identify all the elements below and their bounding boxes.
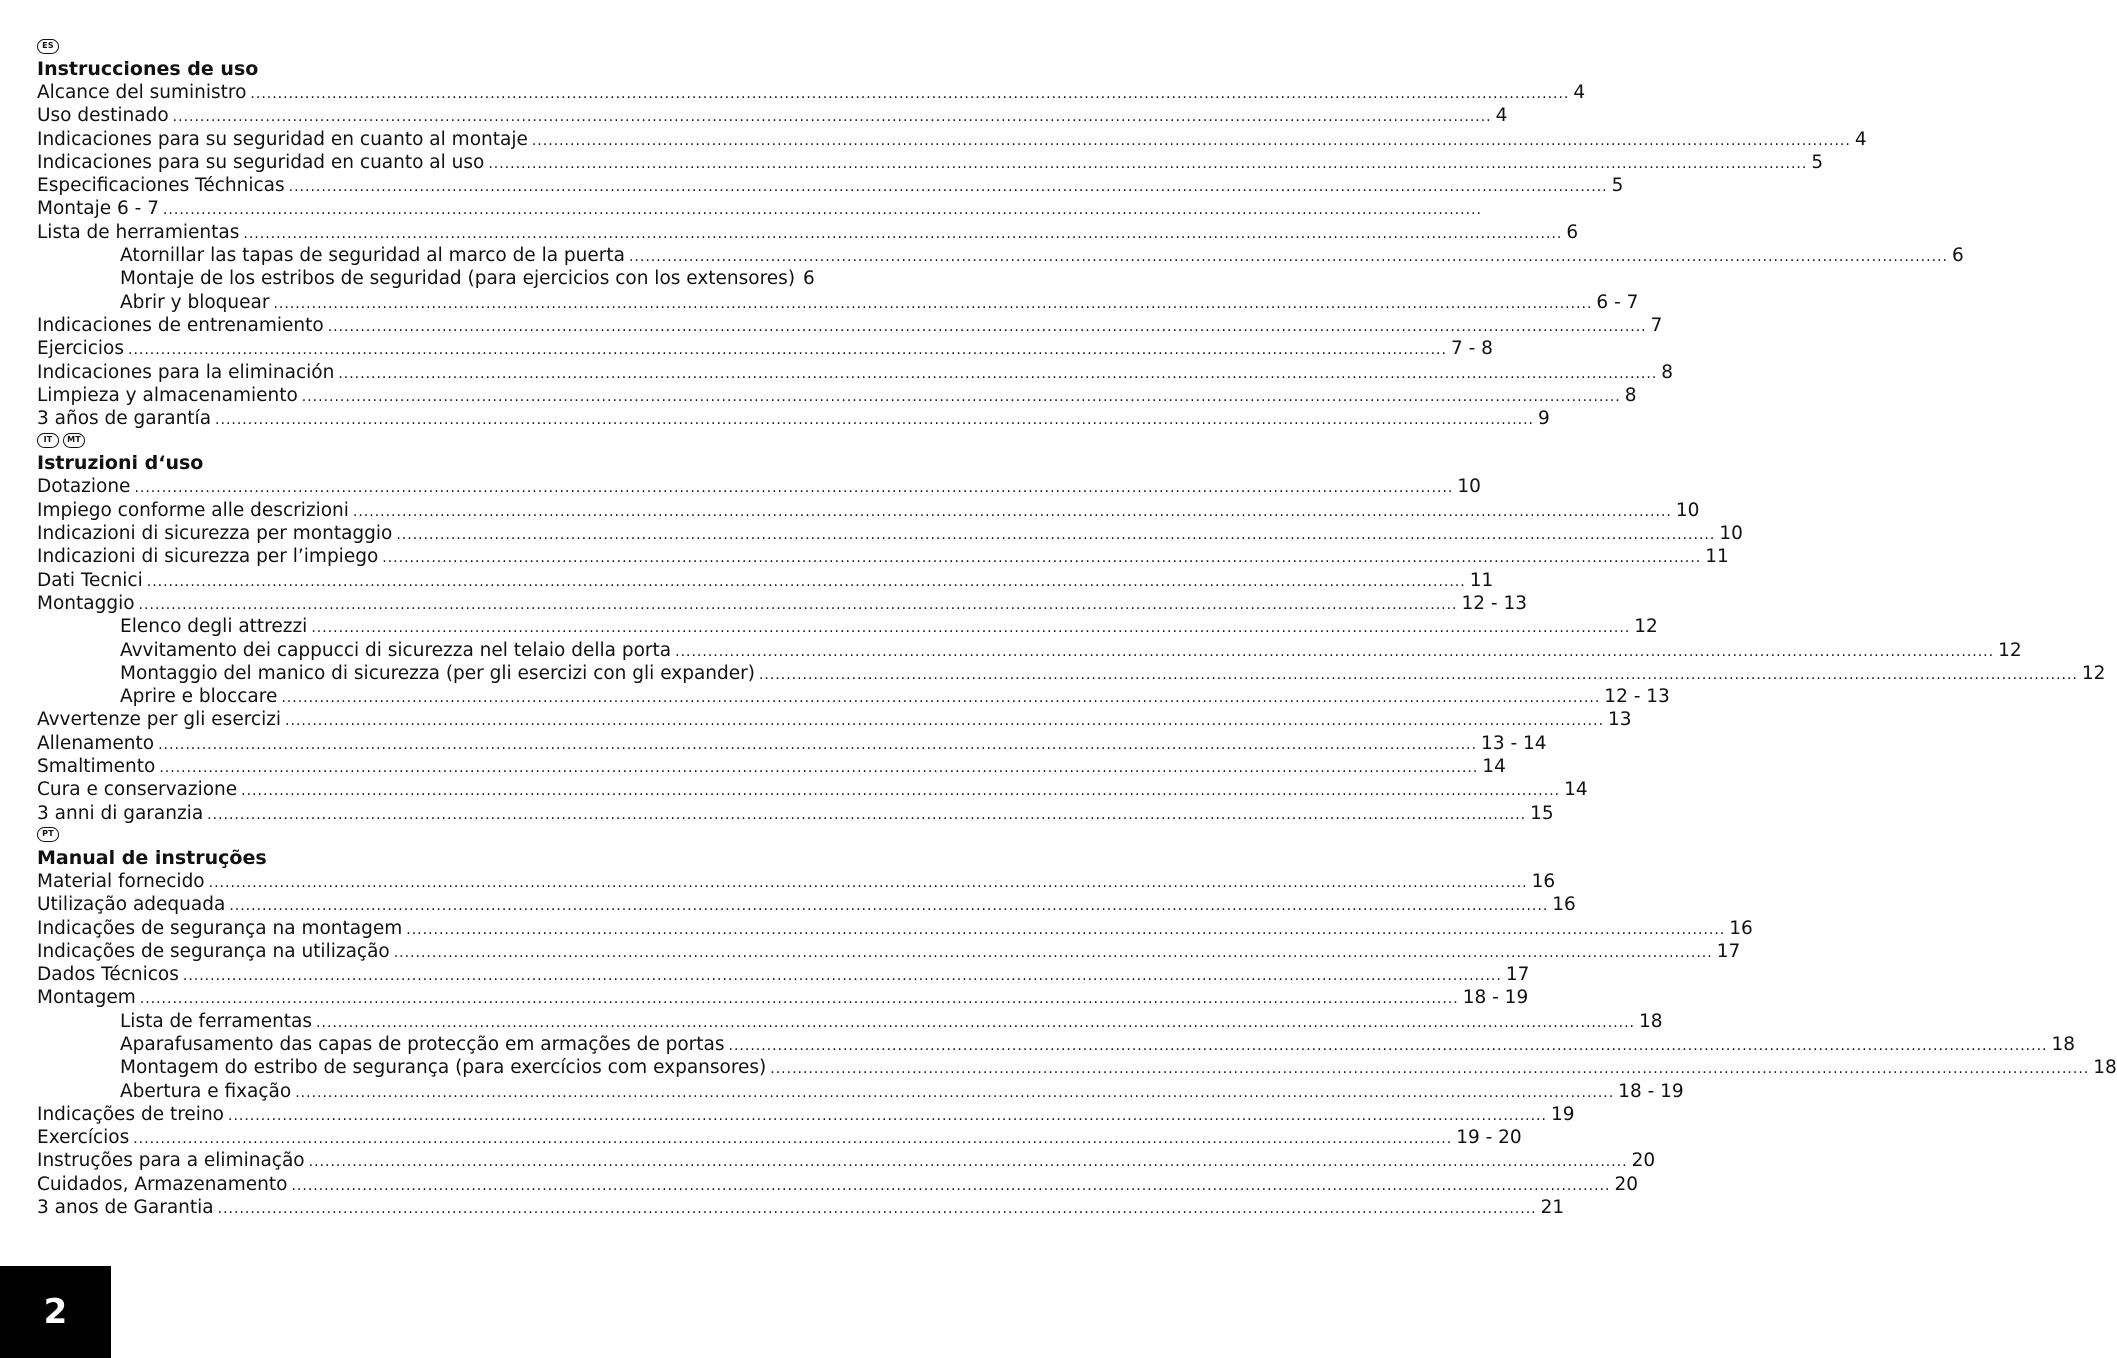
toc-entry[interactable] — [37, 407, 1550, 430]
entry-page: 5 — [1811, 151, 1824, 173]
entry-label: Exercícios — [37, 1127, 130, 1149]
dot-leader — [173, 106, 1492, 129]
toc-entry[interactable] — [37, 522, 1743, 545]
toc-entry[interactable] — [37, 963, 1530, 986]
toc-entry[interactable] — [37, 545, 1729, 568]
toc-entry[interactable] — [37, 499, 1700, 522]
entry-label: Elenco degli attrezzi — [120, 616, 308, 638]
language-badge: ES — [37, 39, 59, 54]
entry-label: Aprire e bloccare — [120, 686, 278, 708]
entry-label: Lista de ferramentas — [120, 1010, 313, 1032]
entry-page: 6 — [1566, 221, 1579, 243]
entry-page: 12 — [2081, 662, 2106, 684]
entry-label: Abrir y bloquear — [120, 291, 270, 313]
dot-leader — [295, 1082, 1614, 1105]
entry-label: Alcance del suministro — [37, 82, 247, 103]
entry-label: 3 anni di garanzia — [37, 802, 204, 824]
toc-section — [37, 430, 2106, 824]
entry-label: Uso destinado — [37, 105, 169, 127]
dot-leader — [241, 780, 1560, 803]
entry-page: 18 - 19 — [1462, 987, 1529, 1009]
entry-page: 8 — [1661, 361, 1674, 383]
dot-leader — [289, 176, 1608, 199]
dot-leader — [183, 965, 1502, 988]
entry-page: 15 — [1530, 802, 1554, 824]
dot-leader — [311, 617, 1630, 640]
entry-page: 13 - 14 — [1481, 732, 1547, 754]
entry-page: 4 — [1573, 82, 1586, 103]
dot-leader — [209, 872, 1528, 895]
entry-page: 7 — [1650, 314, 1663, 336]
entry-page: 19 — [1550, 1103, 1575, 1125]
dot-leader — [291, 1175, 1610, 1198]
toc-subentry[interactable] — [37, 685, 1670, 708]
dot-leader — [285, 710, 1604, 733]
dot-leader — [229, 895, 1548, 918]
toc-subentry[interactable] — [37, 1056, 2117, 1079]
dot-leader — [163, 199, 1482, 222]
toc-subentry[interactable] — [37, 1080, 1684, 1103]
dot-leader — [396, 524, 1715, 547]
dot-leader — [302, 386, 1621, 409]
entry-page: 8 — [1624, 384, 1637, 406]
toc-subentry[interactable] — [37, 244, 1964, 267]
entry-label: Montaggio del manico di sicurezza (per gli esercizi con gli expander) — [120, 662, 755, 684]
page-number: 2 — [0, 1266, 111, 1358]
dot-leader — [281, 687, 1600, 710]
entry-label: Smaltimento — [37, 756, 156, 778]
entry-page: 10 — [1457, 476, 1481, 498]
toc-entry[interactable] — [37, 1149, 1656, 1172]
entry-label: Dados Técnicos — [37, 964, 179, 986]
toc-entry[interactable] — [37, 1196, 1565, 1219]
entry-label: Dati Tecnici — [37, 569, 143, 591]
dot-leader — [316, 1012, 1635, 1035]
language-badge: PT — [37, 827, 59, 842]
dot-leader — [328, 316, 1647, 339]
entry-page: 10 — [1719, 523, 1743, 545]
toc-entry[interactable] — [37, 893, 1576, 916]
dot-leader — [128, 339, 1447, 362]
entry-label: Indicazioni di sicurezza per l’impiego — [37, 546, 379, 568]
dot-leader — [218, 1198, 1537, 1221]
entry-label: 3 anos de Garantia — [37, 1197, 214, 1219]
toc-entry[interactable] — [37, 151, 1824, 174]
entry-label: Montaggio — [37, 592, 135, 614]
entry-page: 6 — [803, 268, 815, 290]
entry-page: 20 — [1631, 1150, 1656, 1172]
dot-leader — [629, 246, 1948, 269]
language-badges — [37, 825, 807, 845]
entry-label: Montaje 6 - 7 — [37, 198, 159, 220]
toc-entry[interactable] — [37, 1126, 1522, 1149]
table-of-contents — [37, 36, 2117, 1219]
toc-entry[interactable] — [37, 197, 807, 220]
entry-page: 18 - 19 — [1618, 1080, 1684, 1102]
dot-leader — [215, 409, 1534, 432]
entry-label: Impiego conforme alle descrizioni — [37, 499, 349, 521]
toc-subentry[interactable] — [37, 1033, 2076, 1056]
entry-page: 6 - 7 — [1596, 291, 1639, 313]
toc-subentry[interactable] — [37, 1010, 1663, 1033]
entry-label: Limpieza y almacenamiento — [37, 384, 298, 406]
entry-label: Indicações de segurança na montagem — [37, 917, 403, 939]
entry-label: Abertura e fixação — [120, 1080, 292, 1102]
toc-subentry[interactable] — [37, 662, 2106, 685]
dot-leader — [273, 293, 1592, 316]
dot-leader — [759, 664, 2078, 687]
toc-entry[interactable] — [37, 708, 1632, 731]
entry-page: 16 — [1531, 870, 1556, 892]
dot-leader — [532, 130, 1851, 153]
toc-section — [37, 36, 1964, 430]
entry-label: Atornillar las tapas de seguridad al marco de la puerta — [120, 245, 625, 267]
entry-label: 3 años de garantía — [37, 408, 212, 430]
entry-page: 4 — [1495, 105, 1508, 127]
toc-section — [37, 825, 2117, 1219]
toc-entry[interactable] — [37, 986, 1529, 1009]
entry-label: Indicaciones de entrenamiento — [37, 314, 324, 336]
toc-entry[interactable] — [37, 755, 1506, 778]
entry-page: 7 - 8 — [1450, 338, 1493, 360]
toc-entry[interactable] — [37, 475, 1481, 498]
toc-entry[interactable] — [37, 1103, 1575, 1126]
dot-leader — [406, 919, 1725, 942]
dot-leader — [158, 734, 1477, 757]
dot-leader — [394, 942, 1713, 965]
toc-entry[interactable] — [37, 940, 1741, 963]
entry-label: Montagem — [37, 987, 136, 1009]
dot-leader — [729, 1035, 2048, 1058]
dot-leader — [147, 571, 1466, 594]
entry-page: 16 — [1552, 894, 1576, 916]
entry-label: Ejercicios — [37, 338, 124, 360]
toc-entry[interactable] — [37, 732, 1547, 755]
toc-entry[interactable] — [37, 337, 1493, 360]
entry-page: 17 — [1505, 964, 1530, 986]
toc-subentry[interactable] — [37, 639, 2022, 662]
toc-entry[interactable] — [37, 917, 1753, 940]
entry-page: 17 — [1716, 940, 1741, 962]
entry-page: 5 — [1611, 175, 1624, 197]
dot-leader — [207, 804, 1526, 827]
entry-label: Avvertenze per gli esercizi — [37, 709, 282, 731]
toc-entry[interactable] — [37, 384, 1637, 407]
entry-label: Indicações de segurança na utilização — [37, 940, 390, 962]
entry-page: 4 — [1854, 128, 1867, 150]
toc-entry[interactable] — [37, 174, 1624, 197]
entry-page: 9 — [1538, 408, 1550, 430]
entry-page: 19 - 20 — [1456, 1127, 1522, 1149]
entry-page: 14 — [1482, 756, 1506, 778]
entry-page: 10 — [1675, 499, 1700, 521]
entry-page: 12 - 13 — [1461, 592, 1528, 614]
entry-label: Indicações de treino — [37, 1103, 224, 1125]
dot-leader — [382, 547, 1701, 570]
language-badges — [37, 36, 807, 56]
dot-leader — [140, 988, 1459, 1011]
entry-label: Material fornecido — [37, 870, 205, 892]
entry-label: Montagem do estribo de segurança (para exercícios com expansores) — [120, 1057, 767, 1079]
toc-entry[interactable] — [37, 361, 1674, 384]
entry-page: 16 — [1729, 917, 1753, 939]
toc-entry[interactable] — [37, 592, 1528, 615]
entry-label: Cuidados, Armazenamento — [37, 1173, 288, 1195]
dot-leader — [159, 757, 1478, 780]
dot-leader — [675, 641, 1994, 664]
entry-page: 18 — [2093, 1057, 2117, 1079]
entry-page: 11 — [1705, 546, 1729, 568]
dot-leader — [770, 1058, 2089, 1081]
toc-entry[interactable] — [37, 314, 1663, 337]
language-badge: IT — [37, 433, 59, 448]
toc-entry[interactable] — [37, 778, 1588, 801]
entry-page: 6 — [1951, 245, 1964, 267]
language-badge: MT — [63, 433, 85, 448]
dot-leader — [309, 1151, 1628, 1174]
entry-label: Indicaciones para su seguridad en cuanto al uso — [37, 151, 485, 173]
toc-entry[interactable] — [37, 221, 1579, 244]
dot-leader — [250, 83, 1569, 106]
toc-entry[interactable] — [37, 128, 1867, 151]
entry-page: 18 — [2051, 1033, 2076, 1055]
entry-page: 12 - 13 — [1604, 686, 1670, 708]
entry-page: 20 — [1614, 1173, 1638, 1195]
dot-leader — [134, 477, 1453, 500]
toc-entry[interactable] — [37, 104, 1508, 127]
entry-label: Especificaciones Téchnicas — [37, 175, 285, 197]
entry-page: 18 — [1639, 1010, 1663, 1032]
entry-label: Indicaciones para la eliminación — [37, 361, 335, 383]
entry-page: 13 — [1608, 709, 1632, 731]
entry-label: Indicazioni di sicurezza per montaggio — [37, 523, 393, 545]
entry-label: Dotazione — [37, 476, 131, 498]
toc-subentry[interactable] — [37, 267, 815, 290]
entry-page: 12 — [1998, 639, 2022, 661]
dot-leader — [338, 363, 1657, 386]
dot-leader — [133, 1128, 1452, 1151]
toc-entry[interactable] — [37, 1173, 1638, 1196]
dot-leader — [243, 223, 1562, 246]
dot-leader — [139, 594, 1458, 617]
toc-entry[interactable] — [37, 802, 1554, 825]
toc-entry[interactable] — [37, 81, 1586, 104]
dot-leader — [228, 1105, 1547, 1128]
dot-leader — [488, 153, 1807, 176]
entry-label: Indicaciones para su seguridad en cuanto al montaje — [37, 128, 528, 150]
toc-subentry[interactable] — [37, 615, 1658, 638]
section-heading: Istruzioni d‘uso — [37, 452, 204, 475]
entry-label: Avvitamento dei cappucci di sicurezza nel telaio della porta — [120, 639, 672, 661]
entry-label: Lista de herramientas — [37, 221, 240, 243]
entry-label: Allenamento — [37, 732, 155, 754]
section-heading: Instrucciones de uso — [37, 58, 259, 80]
entry-page: 12 — [1634, 616, 1658, 638]
entry-page: 21 — [1540, 1197, 1565, 1219]
entry-label: Cura e conservazione — [37, 779, 238, 801]
entry-label: Aparafusamento das capas de protecção em armações de portas — [120, 1033, 725, 1055]
toc-entry[interactable] — [37, 569, 1494, 592]
entry-page: 14 — [1564, 779, 1588, 801]
toc-subentry[interactable] — [37, 291, 1639, 314]
language-badges — [37, 430, 807, 450]
section-heading: Manual de instruções — [37, 846, 267, 869]
entry-label: Instruções para a eliminação — [37, 1150, 305, 1172]
toc-entry[interactable] — [37, 870, 1556, 893]
entry-label: Montaje de los estribos de seguridad (para ejercicios con los extensores) — [120, 268, 796, 290]
entry-page: 11 — [1469, 569, 1494, 591]
entry-label: Utilização adequada — [37, 894, 226, 916]
dot-leader — [353, 501, 1672, 524]
